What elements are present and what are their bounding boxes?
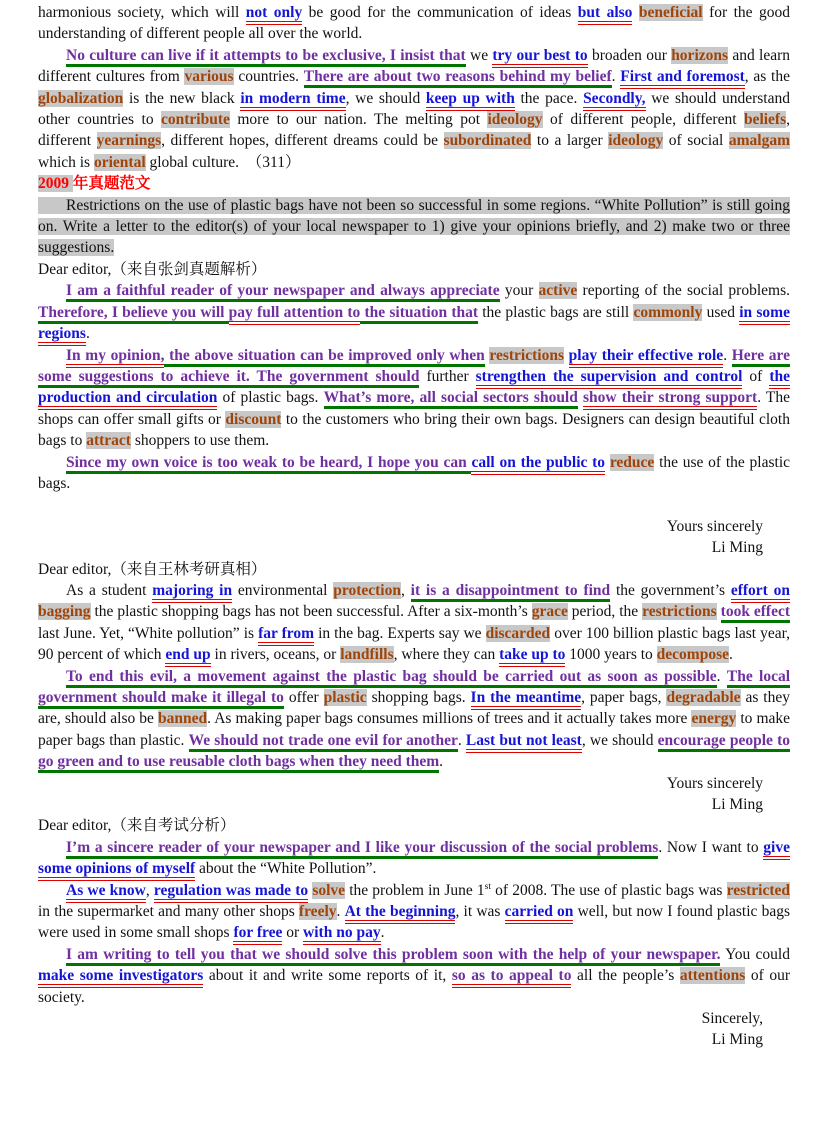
text-run: of 2008. The use of plastic bags was — [491, 881, 727, 899]
text-run: or — [282, 924, 304, 942]
vocab-gray-highlight: attentions — [679, 967, 746, 985]
text-run: , we should — [581, 731, 658, 749]
vocab-gray-highlight: bagging — [38, 603, 91, 621]
text-run: . — [457, 731, 466, 749]
vocab-gray-highlight: amalgam — [728, 132, 791, 150]
vocab-gray-highlight: grace — [531, 603, 568, 621]
phrase-blue-red-underline: regulation was made to — [154, 882, 308, 903]
text-run: about the “White Pollution”. — [195, 860, 377, 878]
text-run: of plastic bags. — [217, 389, 324, 407]
text-run: , different hopes, different dreams could be — [161, 132, 444, 150]
document-body — [38, 2, 790, 1051]
text-run: we should understand other countries to — [38, 89, 790, 129]
text-run: well, but now I found plastic bags were used in some small shops — [38, 903, 790, 942]
text-run: , as the — [744, 68, 790, 86]
header-red-highlighted-text: 2009 — [38, 175, 73, 193]
superscript-text: st — [484, 881, 491, 892]
text-run: As a student — [66, 581, 153, 599]
vocab-gray-highlight: degradable — [666, 688, 741, 706]
vocab-gray-highlight: discarded — [485, 624, 551, 642]
phrase-purple-green-underline: took effect — [721, 603, 790, 623]
letter3-paragraph-1 — [38, 837, 790, 880]
text-run: used — [702, 303, 740, 321]
text-run: as they are, should also be — [38, 688, 790, 728]
text-run: and learn different cultures from — [38, 46, 791, 86]
text-run: last June. Yet, “White pollution” is — [38, 624, 259, 642]
text-run: in the supermarket and many other shops — [38, 903, 299, 921]
phrase-purple-green-underline: it is a disappointment to find — [411, 582, 611, 602]
text-run — [564, 347, 569, 364]
spacer-1 — [38, 494, 790, 515]
signature-letter-3 — [38, 1008, 790, 1051]
vocab-gray-highlight: reduce — [609, 453, 655, 471]
phrase-purple-green-underline: Here are some suggestions to achieve it. The government should — [38, 347, 790, 388]
text-run: . — [716, 667, 727, 685]
letter3-paragraph-3 — [38, 944, 790, 1008]
text-run: we — [465, 46, 493, 64]
text-run: . — [336, 903, 345, 921]
text-run: the plastic bags are still — [478, 303, 634, 321]
phrase-purple-red-underline: show their strong support — [583, 389, 757, 410]
phrase-blue-red-underline: strengthen the supervision and control — [476, 368, 743, 389]
text-run: . — [611, 68, 621, 86]
text-run: which is — [38, 153, 94, 171]
text-run: for the good understanding of different people all over the world. — [38, 4, 790, 43]
phrase-purple-green-underline: No culture can live if it attempts to be exclusive, I insist that — [66, 47, 466, 67]
vocab-gray-highlight: plastic — [323, 688, 367, 706]
text-run: , where they can — [393, 646, 500, 664]
text-run: 1000 years to — [565, 646, 657, 664]
header-red-text: 年真题范文 — [72, 175, 151, 193]
salutation-letter-2 — [38, 559, 790, 580]
letter2-paragraph-2 — [38, 666, 790, 773]
text-run: is the new black — [123, 89, 241, 107]
vocab-gray-highlight: discount — [225, 410, 282, 428]
section-header-2009 — [38, 173, 790, 194]
phrase-purple-red-underline: In my opinion, — [66, 347, 164, 368]
text-run: , it was — [455, 903, 505, 921]
text-run: , different — [38, 111, 790, 150]
text-run: . The shops can offer small gifts or — [38, 389, 791, 428]
text-run: , — [400, 581, 411, 599]
phrase-blue-red-underline: make some investigators — [38, 967, 203, 988]
vocab-gray-highlight: landfills — [340, 646, 394, 664]
text-run: . — [439, 753, 444, 771]
text-run: period, the — [567, 603, 643, 621]
phrase-purple-green-underline: I am a faithful reader of your newspaper and always appreciate — [66, 282, 500, 302]
text-run: . As making paper bags consumes millions of trees and it actually takes more — [207, 710, 692, 728]
phrase-blue-red-underline: First and foremost — [620, 68, 745, 89]
vocab-gray-highlight: freely — [298, 903, 337, 921]
text-run: over 100 billion plastic bags last year, 90 percent of which — [38, 624, 790, 664]
vocab-gray-highlight: horizons — [671, 46, 729, 64]
phrase-purple-green-underline: Since my own voice is too weak to be heard, I hope you can — [66, 454, 471, 474]
phrase-blue-red-underline: keep up with — [426, 90, 515, 111]
letter1-paragraph-3 — [38, 452, 790, 495]
phrase-blue-red-underline: end up — [165, 646, 210, 667]
text-run: the problem in June 1 — [345, 881, 485, 899]
vocab-gray-highlight: subordinated — [443, 132, 532, 150]
vocab-gray-highlight: ideology — [608, 132, 664, 150]
text-run: Dear editor,（来自王林考研真相） — [38, 560, 267, 578]
phrase-blue-red-underline: far from — [258, 625, 314, 646]
phrase-purple-green-underline: The local government should make it illegal to — [38, 668, 790, 709]
vocab-gray-highlight: restrictions — [489, 346, 564, 364]
signature-line: Yours sincerely — [666, 517, 763, 535]
vocab-gray-highlight: oriental — [93, 153, 146, 171]
phrase-blue-red-underline: effort on — [731, 582, 790, 603]
text-run: Dear editor,（来自考试分析） — [38, 817, 236, 835]
phrase-blue-red-underline: not only — [246, 4, 302, 25]
phrase-blue-red-underline: take up to — [499, 646, 565, 667]
vocab-gray-highlight: active — [538, 282, 578, 300]
text-run: of different people, different — [542, 111, 744, 129]
text-run: to make paper bags than plastic. — [38, 710, 791, 749]
text-run: . — [380, 924, 385, 942]
letter2-paragraph-1 — [38, 580, 790, 666]
signature-line: Li Ming — [711, 539, 763, 557]
phrase-blue-red-underline: In the meantime — [471, 689, 582, 710]
vocab-gray-highlight: protection — [333, 581, 401, 599]
phrase-purple-green-underline: We should not trade one evil for another — [189, 732, 458, 752]
phrase-purple-red-underline: pay full attention to — [229, 304, 361, 325]
vocab-gray-highlight: commonly — [633, 303, 703, 321]
text-run: the plastic shopping bags has not been successful. After a six-month’s — [90, 603, 532, 621]
text-run: reporting of the social problems. — [577, 282, 790, 300]
vocab-gray-highlight: banned — [158, 710, 208, 728]
phrase-blue-red-underline: try our best to — [492, 47, 587, 68]
phrase-blue-red-underline: give some opinions of myself — [38, 839, 790, 881]
text-run: all the people’s — [571, 967, 680, 985]
phrase-blue-red-underline: majoring in — [152, 582, 232, 603]
letter1-paragraph-1 — [38, 280, 790, 344]
salutation-letter-1 — [38, 259, 790, 280]
phrase-blue-red-underline: with no pay — [303, 924, 381, 945]
text-run: of our society. — [38, 967, 790, 1006]
phrase-blue-red-underline: As we know — [66, 882, 146, 903]
phrase-blue-red-underline: Secondly, — [583, 90, 645, 111]
text-run: to the customers who bring their own bags. Designers can design beautiful cloth bags to — [38, 410, 790, 450]
text-run: about it and write some reports of it, — [203, 967, 452, 985]
text-run: your — [499, 282, 539, 300]
phrase-purple-green-underline: To end this evil, a movement against the plastic bag should be carried out as soon as possible — [66, 668, 717, 688]
text-run: be good for the communication of ideas — [302, 4, 578, 21]
text-run: You could — [720, 945, 790, 963]
phrase-purple-green-underline: What’s more, all social sectors should — [324, 389, 578, 409]
text-run: of social — [663, 132, 729, 150]
paragraph-culture-continued — [38, 2, 790, 45]
phrase-blue-red-underline: call on the public to — [471, 454, 605, 475]
text-run: of — [742, 367, 770, 385]
vocab-gray-highlight: contribute — [161, 111, 230, 129]
text-run: . — [723, 346, 732, 364]
phrase-blue-red-underline: in some regions — [38, 304, 790, 346]
text-run: the government’s — [610, 581, 731, 599]
phrase-blue-red-underline: for free — [233, 924, 282, 945]
text-run: countries. — [233, 68, 304, 86]
text-run: global culture. （311） — [145, 153, 301, 171]
phrase-blue-red-underline: play their effective role — [569, 347, 724, 368]
vocab-gray-highlight: decompose — [656, 646, 729, 664]
phrase-purple-green-underline: the above situation can be improved only when — [164, 347, 484, 367]
signature-letter-2 — [38, 773, 790, 816]
text-run: . — [85, 325, 90, 343]
vocab-gray-highlight: yearnings — [96, 132, 162, 150]
letter3-paragraph-2 — [38, 880, 790, 944]
phrase-blue-red-underline: Last but not least — [466, 732, 582, 753]
text-run: the use of the plastic bags. — [38, 453, 791, 492]
phrase-purple-green-underline: Therefore, I believe you will — [38, 304, 229, 324]
text-run: shoppers to use them. — [130, 432, 270, 450]
text-run: environmental — [232, 581, 334, 599]
phrase-purple-green-underline: There are about two reasons behind my belief — [304, 68, 612, 88]
phrase-blue-red-underline: the production and circulation — [38, 368, 790, 410]
phrase-blue-red-underline: in modern time — [240, 90, 345, 111]
signature-letter-1 — [38, 516, 790, 559]
signature-line: Yours sincerely — [666, 774, 763, 792]
signature-line: Li Ming — [711, 796, 763, 814]
text-run: broaden our — [587, 46, 672, 64]
writing-prompt-2009 — [38, 195, 790, 259]
text-run: . — [729, 646, 733, 664]
text-run: shopping bags. — [366, 688, 471, 706]
text-run: , — [145, 881, 154, 899]
text-run: further — [419, 367, 476, 385]
vocab-gray-highlight: solve — [312, 881, 346, 899]
text-run — [632, 4, 638, 21]
text-run: the pace. — [514, 89, 584, 107]
phrase-blue-red-underline: carried on — [505, 903, 574, 924]
vocab-gray-highlight: restricted — [726, 881, 791, 899]
text-run: , paper bags, — [581, 688, 667, 706]
text-run: harmonious society, which will — [38, 4, 246, 21]
text-run: to a larger — [531, 132, 609, 150]
vocab-gray-highlight: energy — [691, 710, 737, 728]
phrase-blue-red-underline: but also — [578, 4, 633, 25]
text-run: more to our nation. The melting pot — [229, 111, 488, 129]
phrase-purple-green-underline: I’m a sincere reader of your newspaper and I like your discussion of the social problems — [66, 839, 658, 859]
signature-line: Li Ming — [711, 1031, 763, 1049]
vocab-gray-highlight: restrictions — [642, 603, 717, 621]
text-run: , we should — [345, 89, 426, 107]
signature-line: Sincerely, — [701, 1010, 763, 1028]
vocab-gray-highlight: ideology — [487, 111, 543, 129]
letter1-paragraph-2 — [38, 345, 790, 452]
phrase-purple-green-underline: the situation that — [360, 304, 478, 324]
text-run: in rivers, oceans, or — [210, 646, 341, 664]
phrase-blue-red-underline: At the beginning — [345, 903, 456, 924]
vocab-gray-highlight: attract — [86, 432, 131, 450]
salutation-letter-3 — [38, 815, 790, 836]
text-run: in the bag. Experts say we — [314, 624, 486, 642]
vocab-gray-highlight: beneficial — [638, 4, 703, 21]
text-run: offer — [283, 688, 324, 706]
phrase-purple-green-underline: encourage people to go green and to use reusable cloth bags when they need them — [38, 732, 790, 773]
vocab-gray-highlight: various — [184, 68, 234, 86]
prompt-highlighted-text: Restrictions on the use of plastic bags have not been so successful in some regions. “White Pollution” is still going on. Write a letter to the editor(s) of your local newspaper to 1) give your opinions briefly, and 2) make two or three suggestions. — [38, 196, 790, 257]
vocab-gray-highlight: globalization — [38, 89, 124, 107]
text-run: Dear editor,（来自张剑真题解析） — [38, 260, 267, 278]
phrase-purple-red-underline: so as to appeal to — [452, 967, 572, 988]
phrase-purple-green-underline: I am writing to tell you that we should solve this problem soon with the help of your newspaper. — [66, 946, 720, 966]
paragraph-no-culture-exclusive — [38, 45, 790, 173]
vocab-gray-highlight: beliefs — [743, 111, 787, 129]
text-run: . Now I want to — [658, 838, 764, 856]
